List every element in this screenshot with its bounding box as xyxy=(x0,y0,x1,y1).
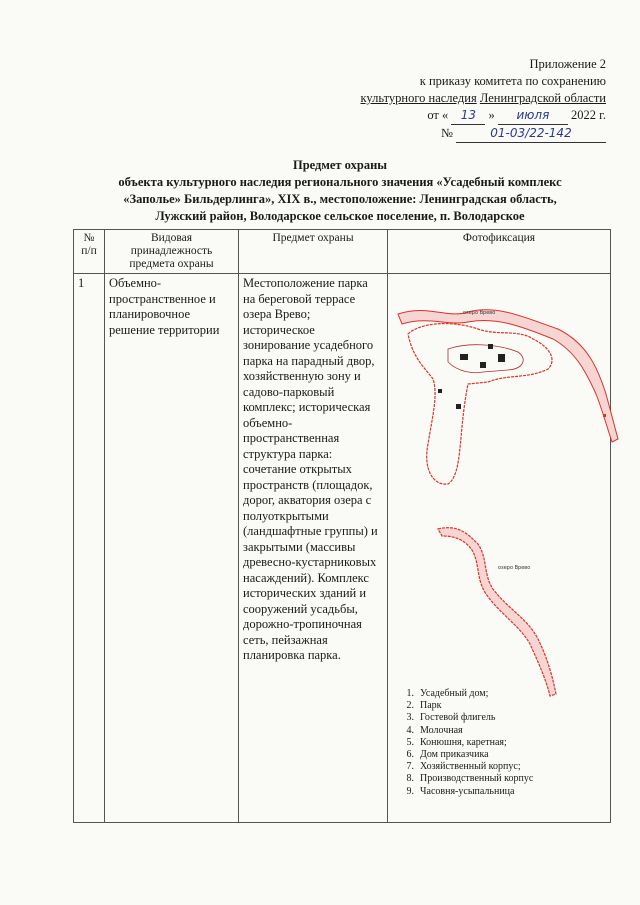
top-map-building-3 xyxy=(498,354,505,362)
legend-text: Молочная xyxy=(420,724,463,736)
legend-text: Часовня-усыпальница xyxy=(420,785,515,797)
legend-text: Производственный корпус xyxy=(420,773,534,785)
top-map-building-1 xyxy=(460,354,468,360)
legend-num: 3. xyxy=(406,712,414,724)
top-map-building-4 xyxy=(488,344,493,349)
bottom-map-lake-label: озеро Врево xyxy=(498,565,531,571)
appendix-line3-b: Ленинградской области xyxy=(479,91,606,105)
header-photo: Фотофиксация xyxy=(388,230,611,274)
legend-text: Хозяйственный корпус; xyxy=(420,761,521,773)
legend-num: 5. xyxy=(406,736,414,748)
appendix-date xyxy=(286,107,606,125)
protection-table xyxy=(73,229,611,823)
legend-item xyxy=(398,786,533,798)
bottom-map-shoreline xyxy=(438,528,556,696)
legend-text: Дом приказчика xyxy=(420,749,489,761)
date-prefix: от « xyxy=(427,108,449,122)
top-map-lake-label: озеро Врево xyxy=(463,310,496,316)
top-map-building-5 xyxy=(456,404,461,409)
top-map-territory xyxy=(408,324,552,485)
appendix-block xyxy=(286,56,606,143)
number-value: 01-03/22-142 xyxy=(456,125,606,143)
table-row xyxy=(74,274,611,823)
legend-item xyxy=(398,737,533,749)
legend-num: 4. xyxy=(406,724,414,736)
header-kind: Видовая принадлежность предмета охраны xyxy=(105,230,239,274)
row-subject: Местоположение парка на береговой террасе озера Врево; историческое зонирование усадебного парка на парадный двор, хозяйственную зону и садово-парковый комплекс; историческая объемно-пространственная структура парка: сочетание открытых пространств (площадок, дорог, акватория озера с полуоткрытыми (ландшафтные группы) и закрытыми (массивы древесно-кустарниковых насаждений). Комплекс исторических зданий и сооружений усадьбы, дорожно-тропиночная сеть, пейзажная планировка парка. xyxy=(239,274,388,823)
title-line2: объекта культурного наследия регионального значения «Усадебный комплекс xyxy=(118,175,562,189)
title-line3: «Заполье» Бильдерлинга», XIX в., местоположение: Ленинградская область, xyxy=(123,192,557,206)
legend-num: 9. xyxy=(406,785,414,797)
date-day: 13 xyxy=(451,107,485,125)
number-prefix: № xyxy=(440,126,453,140)
date-mid: » xyxy=(488,108,495,122)
legend-num: 6. xyxy=(406,749,414,761)
appendix-number xyxy=(286,125,606,143)
appendix-line2: к приказу комитета по сохранению xyxy=(419,74,606,88)
header-num: № п/п xyxy=(74,230,105,274)
title-line1: Предмет охраны xyxy=(292,158,388,172)
date-year: 2022 г. xyxy=(571,108,606,122)
legend-item xyxy=(398,749,533,761)
legend-text: Усадебный дом; xyxy=(420,688,489,699)
header-subject: Предмет охраны xyxy=(239,230,388,274)
legend-text: Конюшня, каретная; xyxy=(420,736,507,748)
legend-item xyxy=(398,773,533,785)
legend-num: 7. xyxy=(406,761,414,773)
appendix-line1: Приложение 2 xyxy=(529,57,606,71)
top-map-inner-contour xyxy=(448,345,523,373)
legend-item xyxy=(398,725,533,737)
top-map-building-2 xyxy=(480,362,486,368)
appendix-line3 xyxy=(286,90,606,107)
row-num: 1 xyxy=(74,274,105,823)
document-title xyxy=(60,157,620,225)
legend-text: Гостевой флигель xyxy=(420,712,496,724)
top-map-building-7 xyxy=(603,414,606,417)
legend-num: 8. xyxy=(406,773,414,785)
legend-item xyxy=(398,712,533,724)
legend-item xyxy=(398,700,533,712)
legend-list xyxy=(398,688,533,798)
legend-item xyxy=(398,761,533,773)
top-map-shoreline xyxy=(398,310,618,442)
top-map-building-6 xyxy=(438,389,442,393)
photo-cell xyxy=(388,274,611,823)
legend-num: 2. xyxy=(406,700,414,712)
table-header-row xyxy=(74,230,611,274)
appendix-line3-a: культурного наследия xyxy=(360,91,477,105)
row-kind: Объемно-пространственное и планировочное решение территории xyxy=(105,274,239,823)
legend-item xyxy=(398,688,533,700)
title-line4: Лужский район, Володарское сельское поселение, п. Володарское xyxy=(155,209,525,223)
legend-num: 1. xyxy=(406,688,414,699)
date-month: июля xyxy=(498,107,568,125)
legend-text: Парк xyxy=(420,700,442,712)
